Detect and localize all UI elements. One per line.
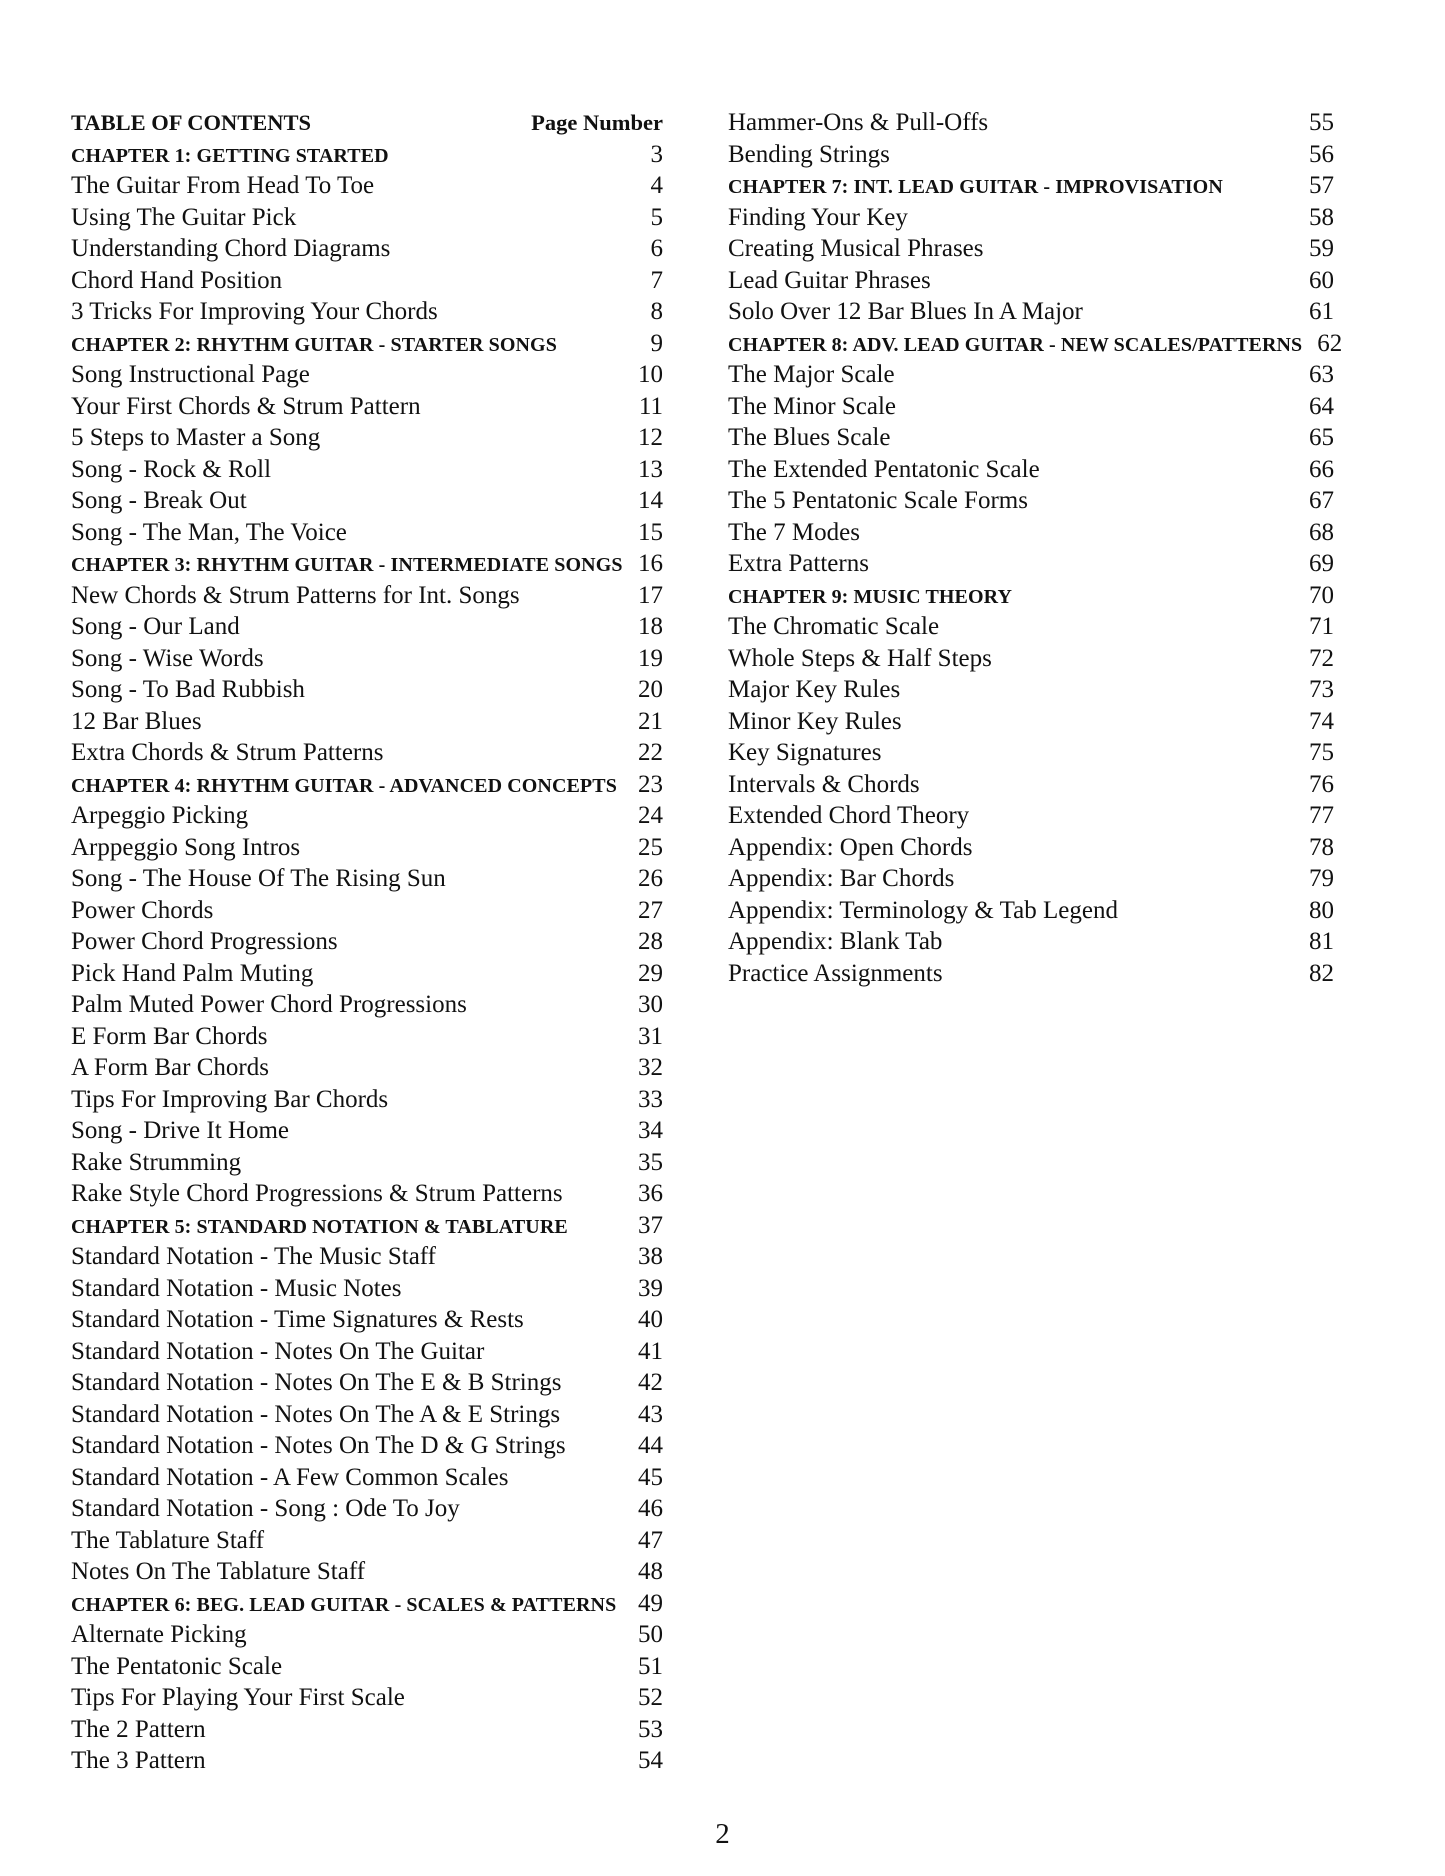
entry-page-number: 51	[638, 1652, 663, 1680]
entry-title: Appendix: Bar Chords	[728, 865, 955, 892]
chapter-title: CHAPTER 6: BEG. LEAD GUITAR - SCALES & PATTERNS	[71, 1593, 617, 1616]
entry-page-number: 55	[1309, 109, 1334, 136]
entry-page-number: 61	[1309, 298, 1334, 325]
entry-page-number: 81	[1309, 928, 1334, 955]
entry-title: Understanding Chord Diagrams	[71, 235, 391, 262]
entry-page-number: 30	[638, 991, 663, 1018]
entry-title: Lead Guitar Phrases	[728, 266, 931, 294]
entry-title: 5 Steps to Master a Song	[71, 424, 321, 451]
entry-page-number: 39	[638, 1274, 663, 1302]
entry-page-number: 79	[1309, 865, 1334, 892]
entry-title: Standard Notation - Notes On The D & G Strings	[71, 1432, 566, 1459]
entry-page-number: 19	[638, 644, 663, 672]
entry-page-number: 37	[638, 1211, 663, 1239]
entry-page-number: 17	[638, 581, 663, 609]
entry-title: Minor Key Rules	[728, 707, 902, 735]
entry-title: The Major Scale	[728, 361, 895, 388]
chapter-title: CHAPTER 5: STANDARD NOTATION & TABLATURE	[71, 1215, 568, 1238]
toc-entry	[71, 1619, 663, 1651]
entry-page-number: 33	[638, 1085, 663, 1113]
toc-entry	[728, 139, 1334, 171]
entry-page-number: 28	[638, 928, 663, 955]
toc-entry	[71, 422, 663, 454]
chapter-title: CHAPTER 8: ADV. LEAD GUITAR - NEW SCALES/PATTERNS	[728, 333, 1303, 356]
toc-entry	[71, 737, 663, 769]
entry-title: Song - Our Land	[71, 613, 240, 640]
entry-page-number: 40	[638, 1306, 663, 1333]
toc-entry	[71, 1745, 663, 1777]
entry-page-number: 59	[1309, 235, 1334, 262]
toc-chapter-heading	[71, 139, 663, 171]
entry-page-number: 63	[1309, 361, 1334, 388]
entry-title: Bending Strings	[728, 140, 890, 168]
toc-page-header: Page Number	[531, 110, 663, 135]
entry-title: Practice Assignments	[728, 959, 943, 987]
toc-entry	[728, 233, 1334, 265]
entry-page-number: 62	[1317, 329, 1343, 357]
entry-title: Standard Notation - Song : Ode To Joy	[71, 1495, 460, 1522]
entry-page-number: 44	[638, 1432, 663, 1459]
entry-title: Rake Style Chord Progressions & Strum Patterns	[71, 1180, 563, 1207]
toc-entry	[71, 1052, 663, 1084]
entry-page-number: 82	[1309, 959, 1334, 987]
entry-page-number: 76	[1309, 770, 1334, 798]
toc-entry	[71, 643, 663, 675]
entry-page-number: 11	[638, 392, 663, 420]
entry-page-number: 70	[1309, 581, 1334, 609]
toc-entry	[728, 202, 1334, 234]
entry-page-number: 69	[1309, 550, 1334, 577]
entry-title: Song - To Bad Rubbish	[71, 676, 305, 703]
entry-title: The 5 Pentatonic Scale Forms	[728, 487, 1028, 514]
entry-page-number: 29	[638, 959, 663, 987]
toc-entry	[71, 454, 663, 486]
chapter-title: CHAPTER 9: MUSIC THEORY	[728, 585, 1013, 608]
entry-title: Alternate Picking	[71, 1621, 247, 1648]
entry-page-number: 68	[1309, 518, 1334, 546]
entry-title: Rake Strumming	[71, 1148, 242, 1176]
entry-title: The Pentatonic Scale	[71, 1652, 283, 1680]
entry-title: Standard Notation - Time Signatures & Rests	[71, 1306, 524, 1333]
entry-title: Appendix: Open Chords	[728, 833, 973, 861]
entry-page-number: 6	[650, 235, 663, 262]
entry-title: Song - Drive It Home	[71, 1117, 290, 1144]
toc-entry	[71, 611, 663, 643]
entry-title: Using The Guitar Pick	[71, 203, 297, 231]
entry-page-number: 14	[638, 487, 663, 514]
entry-page-number: 78	[1309, 833, 1334, 861]
entry-title: Arpeggio Picking	[71, 802, 249, 829]
entry-title: Finding Your Key	[728, 203, 908, 231]
entry-page-number: 25	[638, 833, 663, 861]
entry-page-number: 47	[638, 1526, 663, 1554]
toc-entry	[71, 391, 663, 423]
entry-page-number: 71	[1309, 613, 1334, 640]
toc-entry	[71, 1462, 663, 1494]
entry-page-number: 46	[638, 1495, 663, 1522]
toc-left-column	[71, 107, 663, 1777]
toc-entry	[71, 1556, 663, 1588]
toc-entry	[728, 454, 1334, 486]
entry-page-number: 64	[1309, 392, 1334, 420]
toc-entry	[71, 1682, 663, 1714]
entry-page-number: 80	[1309, 896, 1334, 924]
toc-entry	[728, 296, 1334, 328]
toc-entry	[728, 863, 1334, 895]
entry-title: Creating Musical Phrases	[728, 235, 984, 262]
entry-page-number: 77	[1309, 802, 1334, 829]
toc-entry	[728, 674, 1334, 706]
toc-entry	[71, 895, 663, 927]
entry-title: Song - Rock & Roll	[71, 455, 272, 483]
toc-entry	[728, 265, 1334, 297]
entry-title: Standard Notation - Music Notes	[71, 1274, 402, 1302]
toc-entry	[71, 1493, 663, 1525]
toc-entry	[728, 832, 1334, 864]
entry-page-number: 57	[1309, 172, 1334, 199]
entry-page-number: 67	[1309, 487, 1334, 514]
toc-entry	[728, 926, 1334, 958]
entry-page-number: 42	[638, 1369, 663, 1396]
entry-title: Appendix: Blank Tab	[728, 928, 943, 955]
entry-title: Song - The House Of The Rising Sun	[71, 865, 446, 892]
chapter-title: CHAPTER 4: RHYTHM GUITAR - ADVANCED CONCEPTS	[71, 774, 617, 797]
toc-chapter-heading	[728, 170, 1334, 202]
entry-page-number: 5	[650, 203, 663, 231]
entry-title: The Minor Scale	[728, 392, 897, 420]
entry-title: Power Chords	[71, 896, 214, 924]
toc-entry	[728, 422, 1334, 454]
toc-entry	[71, 359, 663, 391]
toc-entry	[71, 989, 663, 1021]
toc-entry	[71, 832, 663, 864]
entry-title: The Blues Scale	[728, 424, 891, 451]
toc-entry	[728, 107, 1334, 139]
entry-title: Your First Chords & Strum Pattern	[71, 392, 421, 420]
toc-entry	[728, 517, 1334, 549]
toc-entry	[71, 1115, 663, 1147]
toc-chapter-heading	[71, 1210, 663, 1242]
entry-page-number: 13	[638, 455, 663, 483]
entry-title: The Guitar From Head To Toe	[71, 172, 375, 199]
entry-title: Chord Hand Position	[71, 266, 283, 294]
entry-title: 12 Bar Blues	[71, 707, 202, 735]
entry-title: The Chromatic Scale	[728, 613, 940, 640]
entry-title: Arppeggio Song Intros	[71, 833, 301, 861]
toc-entry	[71, 1021, 663, 1053]
entry-page-number: 26	[638, 865, 663, 892]
toc-entry	[71, 170, 663, 202]
toc-entry	[71, 580, 663, 612]
toc-entry	[728, 737, 1334, 769]
toc-entry	[71, 1147, 663, 1179]
toc-entry	[728, 800, 1334, 832]
entry-page-number: 27	[638, 896, 663, 924]
toc-entry	[71, 233, 663, 265]
entry-page-number: 32	[638, 1054, 663, 1081]
toc-entry	[728, 643, 1334, 675]
entry-title: Extra Patterns	[728, 550, 869, 577]
chapter-title: CHAPTER 1: GETTING STARTED	[71, 144, 389, 167]
entry-page-number: 38	[638, 1243, 663, 1270]
toc-header	[71, 107, 663, 139]
entry-title: Standard Notation - A Few Common Scales	[71, 1463, 509, 1491]
toc-entry	[71, 1367, 663, 1399]
entry-page-number: 24	[638, 802, 663, 829]
toc-entry	[71, 1084, 663, 1116]
entry-page-number: 73	[1309, 676, 1334, 703]
toc-entry	[71, 926, 663, 958]
entry-page-number: 52	[638, 1684, 663, 1711]
toc-chapter-heading	[71, 548, 663, 580]
entry-title: Key Signatures	[728, 739, 882, 766]
entry-title: Tips For Improving Bar Chords	[71, 1085, 389, 1113]
toc-entry	[728, 548, 1334, 580]
entry-page-number: 43	[638, 1400, 663, 1428]
entry-page-number: 54	[638, 1747, 663, 1774]
entry-page-number: 50	[638, 1621, 663, 1648]
toc-entry	[71, 485, 663, 517]
toc-entry	[728, 958, 1334, 990]
toc-entry	[71, 202, 663, 234]
entry-title: Song - Break Out	[71, 487, 247, 514]
toc-entry	[71, 265, 663, 297]
entry-page-number: 21	[638, 707, 663, 735]
toc-entry	[728, 706, 1334, 738]
toc-entry	[71, 1336, 663, 1368]
toc-entry	[71, 1241, 663, 1273]
toc-entry	[71, 1430, 663, 1462]
entry-title: A Form Bar Chords	[71, 1054, 269, 1081]
entry-title: Song - The Man, The Voice	[71, 518, 347, 546]
entry-title: Standard Notation - The Music Staff	[71, 1243, 436, 1270]
entry-page-number: 72	[1309, 644, 1334, 672]
toc-chapter-heading	[71, 769, 663, 801]
entry-page-number: 58	[1309, 203, 1334, 231]
entry-title: The Tablature Staff	[71, 1526, 265, 1554]
chapter-title: CHAPTER 3: RHYTHM GUITAR - INTERMEDIATE SONGS	[71, 554, 623, 576]
entry-title: Palm Muted Power Chord Progressions	[71, 991, 467, 1018]
entry-page-number: 36	[638, 1180, 663, 1207]
toc-entry	[71, 1178, 663, 1210]
chapter-title: CHAPTER 2: RHYTHM GUITAR - STARTER SONGS	[71, 333, 557, 356]
entry-page-number: 22	[638, 739, 663, 766]
entry-title: Extra Chords & Strum Patterns	[71, 739, 384, 766]
entry-title: E Form Bar Chords	[71, 1022, 268, 1050]
entry-page-number: 7	[650, 266, 663, 294]
entry-title: Song - Wise Words	[71, 644, 264, 672]
entry-title: The 3 Pattern	[71, 1747, 206, 1774]
entry-page-number: 20	[638, 676, 663, 703]
entry-page-number: 23	[638, 770, 663, 798]
entry-page-number: 65	[1309, 424, 1334, 451]
entry-page-number: 8	[650, 298, 663, 325]
toc-entry	[71, 1525, 663, 1557]
entry-title: Power Chord Progressions	[71, 928, 338, 955]
entry-page-number: 41	[638, 1337, 663, 1365]
entry-title: Standard Notation - Notes On The A & E Strings	[71, 1400, 561, 1428]
toc-chapter-heading	[728, 328, 1343, 360]
entry-title: Appendix: Terminology & Tab Legend	[728, 896, 1118, 924]
toc-entry	[728, 895, 1334, 927]
chapter-title: CHAPTER 7: INT. LEAD GUITAR - IMPROVISATION	[728, 176, 1223, 198]
toc-entry	[71, 1651, 663, 1683]
page-number: 2	[715, 1818, 730, 1850]
entry-page-number: 74	[1309, 707, 1334, 735]
toc-entry	[728, 485, 1334, 517]
entry-page-number: 45	[638, 1463, 663, 1491]
toc-entry	[728, 769, 1334, 801]
entry-title: Pick Hand Palm Muting	[71, 959, 314, 987]
entry-page-number: 60	[1309, 266, 1334, 294]
entry-title: Hammer-Ons & Pull-Offs	[728, 109, 989, 136]
entry-page-number: 75	[1309, 739, 1334, 766]
entry-page-number: 9	[650, 329, 663, 357]
toc-entry	[71, 1714, 663, 1746]
toc-entry	[71, 800, 663, 832]
toc-entry	[71, 1304, 663, 1336]
entry-page-number: 4	[650, 172, 663, 199]
toc-entry	[71, 674, 663, 706]
toc-entry	[71, 1399, 663, 1431]
toc-entry	[728, 611, 1334, 643]
entry-page-number: 10	[638, 361, 663, 388]
toc-entry	[71, 958, 663, 990]
entry-page-number: 35	[638, 1148, 663, 1176]
toc-entry	[71, 863, 663, 895]
toc-entry	[728, 391, 1334, 423]
entry-page-number: 34	[638, 1117, 663, 1144]
entry-title: The Extended Pentatonic Scale	[728, 455, 1040, 483]
entry-title: Whole Steps & Half Steps	[728, 644, 992, 672]
entry-title: 3 Tricks For Improving Your Chords	[71, 298, 438, 325]
toc-entry	[728, 359, 1334, 391]
entry-page-number: 66	[1309, 455, 1334, 483]
entry-page-number: 15	[638, 518, 663, 546]
entry-title: Extended Chord Theory	[728, 802, 970, 829]
entry-title: The 7 Modes	[728, 518, 860, 546]
entry-page-number: 56	[1309, 140, 1334, 168]
entry-page-number: 18	[638, 613, 663, 640]
entry-page-number: 48	[638, 1558, 663, 1585]
entry-title: Solo Over 12 Bar Blues In A Major	[728, 298, 1083, 325]
entry-title: New Chords & Strum Patterns for Int. Songs	[71, 581, 520, 609]
entry-title: The 2 Pattern	[71, 1715, 206, 1743]
entry-page-number: 3	[650, 140, 663, 168]
entry-title: Intervals & Chords	[728, 770, 920, 798]
entry-title: Major Key Rules	[728, 676, 901, 703]
entry-title: Tips For Playing Your First Scale	[71, 1684, 405, 1711]
entry-page-number: 16	[638, 550, 663, 577]
entry-title: Song Instructional Page	[71, 361, 310, 388]
toc-chapter-heading	[728, 580, 1334, 612]
toc-entry	[71, 706, 663, 738]
toc-chapter-heading	[71, 1588, 663, 1620]
entry-title: Notes On The Tablature Staff	[71, 1558, 366, 1585]
toc-entry	[71, 1273, 663, 1305]
entry-page-number: 49	[638, 1589, 663, 1617]
toc-entry	[71, 296, 663, 328]
entry-page-number: 31	[638, 1022, 663, 1050]
toc-entry	[71, 517, 663, 549]
toc-title: TABLE OF CONTENTS	[71, 110, 312, 135]
toc-chapter-heading	[71, 328, 663, 360]
entry-page-number: 53	[638, 1715, 663, 1743]
entry-page-number: 12	[638, 424, 663, 451]
toc-right-column	[728, 107, 1343, 989]
entry-title: Standard Notation - Notes On The E & B Strings	[71, 1369, 562, 1396]
entry-title: Standard Notation - Notes On The Guitar	[71, 1337, 485, 1365]
